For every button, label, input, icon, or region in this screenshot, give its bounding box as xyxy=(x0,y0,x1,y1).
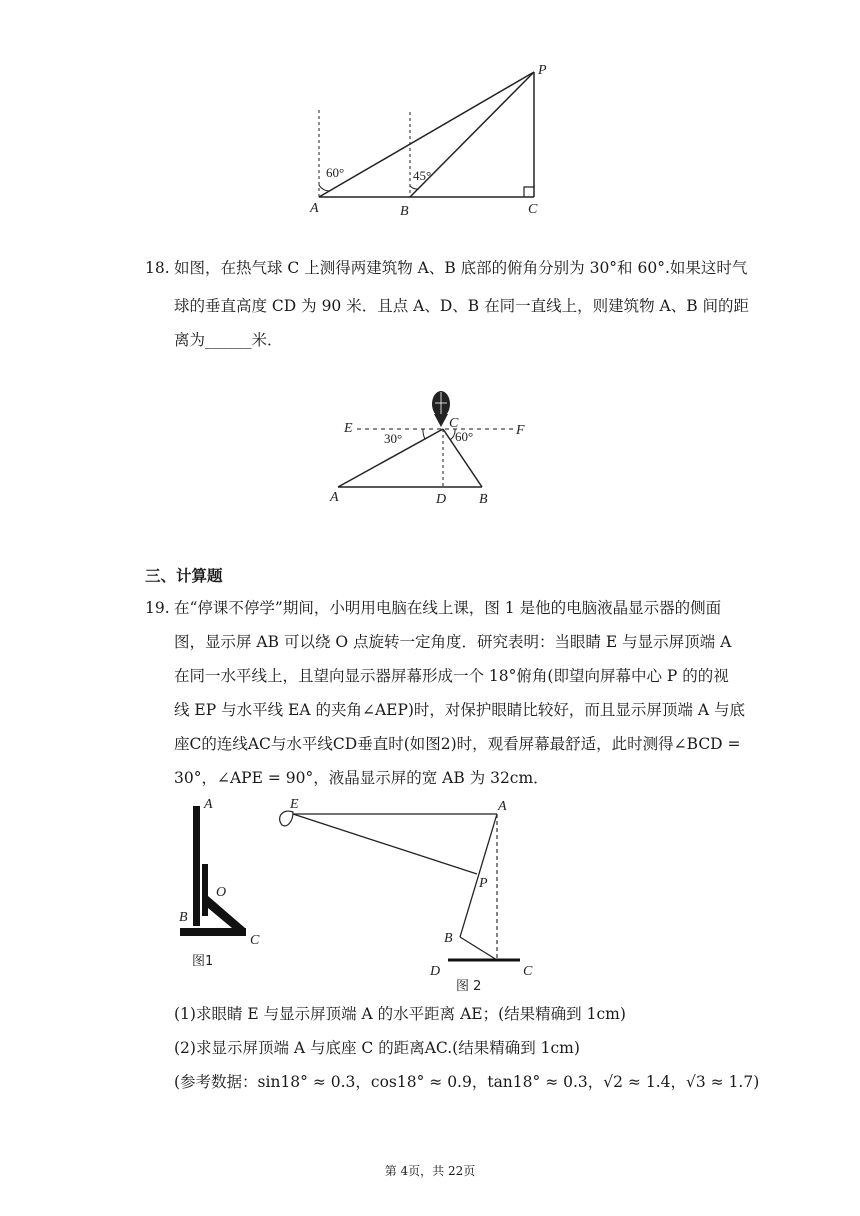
fig2-label-p: P xyxy=(479,876,488,891)
q18-line-1: 如图，在热气球 C 上测得两建筑物 A、B 底部的俯角分别为 30°和 60°.如果这时气 xyxy=(174,259,748,277)
q19-number: 19. xyxy=(145,599,170,617)
fig1-label-a: A xyxy=(204,797,213,812)
label-e: E xyxy=(344,421,353,436)
q19-sub2: (2)求显示屏顶端 A 与底座 C 的距离AC.(结果精确到 1cm) xyxy=(174,1039,580,1057)
label-d18: D xyxy=(436,492,447,507)
fig1-caption: 图1 xyxy=(192,954,214,969)
label-angle-60: 60° xyxy=(326,165,345,180)
fig2-caption: 图 2 xyxy=(456,979,482,994)
q19-line-3: 在同一水平线上，且望向显示器屏幕形成一个 18°俯角(即望向屏幕中心 P 的的视 xyxy=(174,667,729,685)
line-bc2 xyxy=(460,937,497,960)
line-ep xyxy=(293,814,477,874)
label-angle-30: 30° xyxy=(384,431,403,446)
q18-number: 18. xyxy=(145,259,170,277)
q19-line-6: 30°，∠APE = 90°，液晶显示屏的宽 AB 为 32cm． xyxy=(174,769,549,787)
fig1-label-b: B xyxy=(179,910,188,925)
q19-line-1: 在“停课不停学”期间，小明用电脑在线上课，图 1 是他的电脑液晶显示器的侧面 xyxy=(174,599,722,617)
label-angle-60b: 60° xyxy=(455,429,474,444)
fig2-label-d: D xyxy=(430,964,441,979)
fig2-label-b: B xyxy=(444,931,453,946)
label-angle-45: 45° xyxy=(413,168,432,183)
q18-line-2: 球的垂直高度 CD 为 90 米．且点 A、D、B 在同一直线上，则建筑物 A、B 间的距 xyxy=(174,297,750,315)
q19-line-4: 线 EP 与水平线 EA 的夹角∠AEP)时，对保护眼睛比较好，而且显示屏顶端 A 与底 xyxy=(174,701,745,719)
label-c18: C xyxy=(449,416,459,431)
label-f: F xyxy=(516,423,525,438)
page-footer: 第 4页，共 22页 xyxy=(384,1164,476,1178)
label-b: B xyxy=(400,204,409,219)
q18-line-3: 离为______米． xyxy=(174,331,283,349)
fig1-label-o: O xyxy=(216,885,227,900)
q19-line-5: 座C的连线AC与水平线CD垂直时(如图2)时，观看屏幕最舒适，此时测得∠BCD = xyxy=(174,735,741,753)
section-title: 三、计算题 xyxy=(145,567,223,585)
fig1-label-c: C xyxy=(250,933,260,948)
q19-line-2: 图，显示屏 AB 可以绕 O 点旋转一定角度．研究表明：当眼睛 E 与显示屏顶端 A xyxy=(174,633,732,651)
label-c: C xyxy=(528,202,538,217)
eye-icon xyxy=(280,811,293,826)
fig2-label-a: A xyxy=(498,799,507,814)
fig2-label-c: C xyxy=(523,964,533,979)
q19-sub1: (1)求眼睛 E 与显示屏顶端 A 的水平距离 AE；(结果精确到 1cm) xyxy=(174,1005,626,1023)
label-b18: B xyxy=(479,492,488,507)
label-a18: A xyxy=(330,490,339,505)
fig2-label-e: E xyxy=(290,797,299,812)
label-a: A xyxy=(310,201,319,216)
q19-reference: (参考数据：sin18° ≈ 0.3，cos18° ≈ 0.9，tan18° ≈ 0.3，√2 ≈ 1.4，√3 ≈ 1.7) xyxy=(174,1073,760,1091)
label-p: P xyxy=(538,63,547,78)
